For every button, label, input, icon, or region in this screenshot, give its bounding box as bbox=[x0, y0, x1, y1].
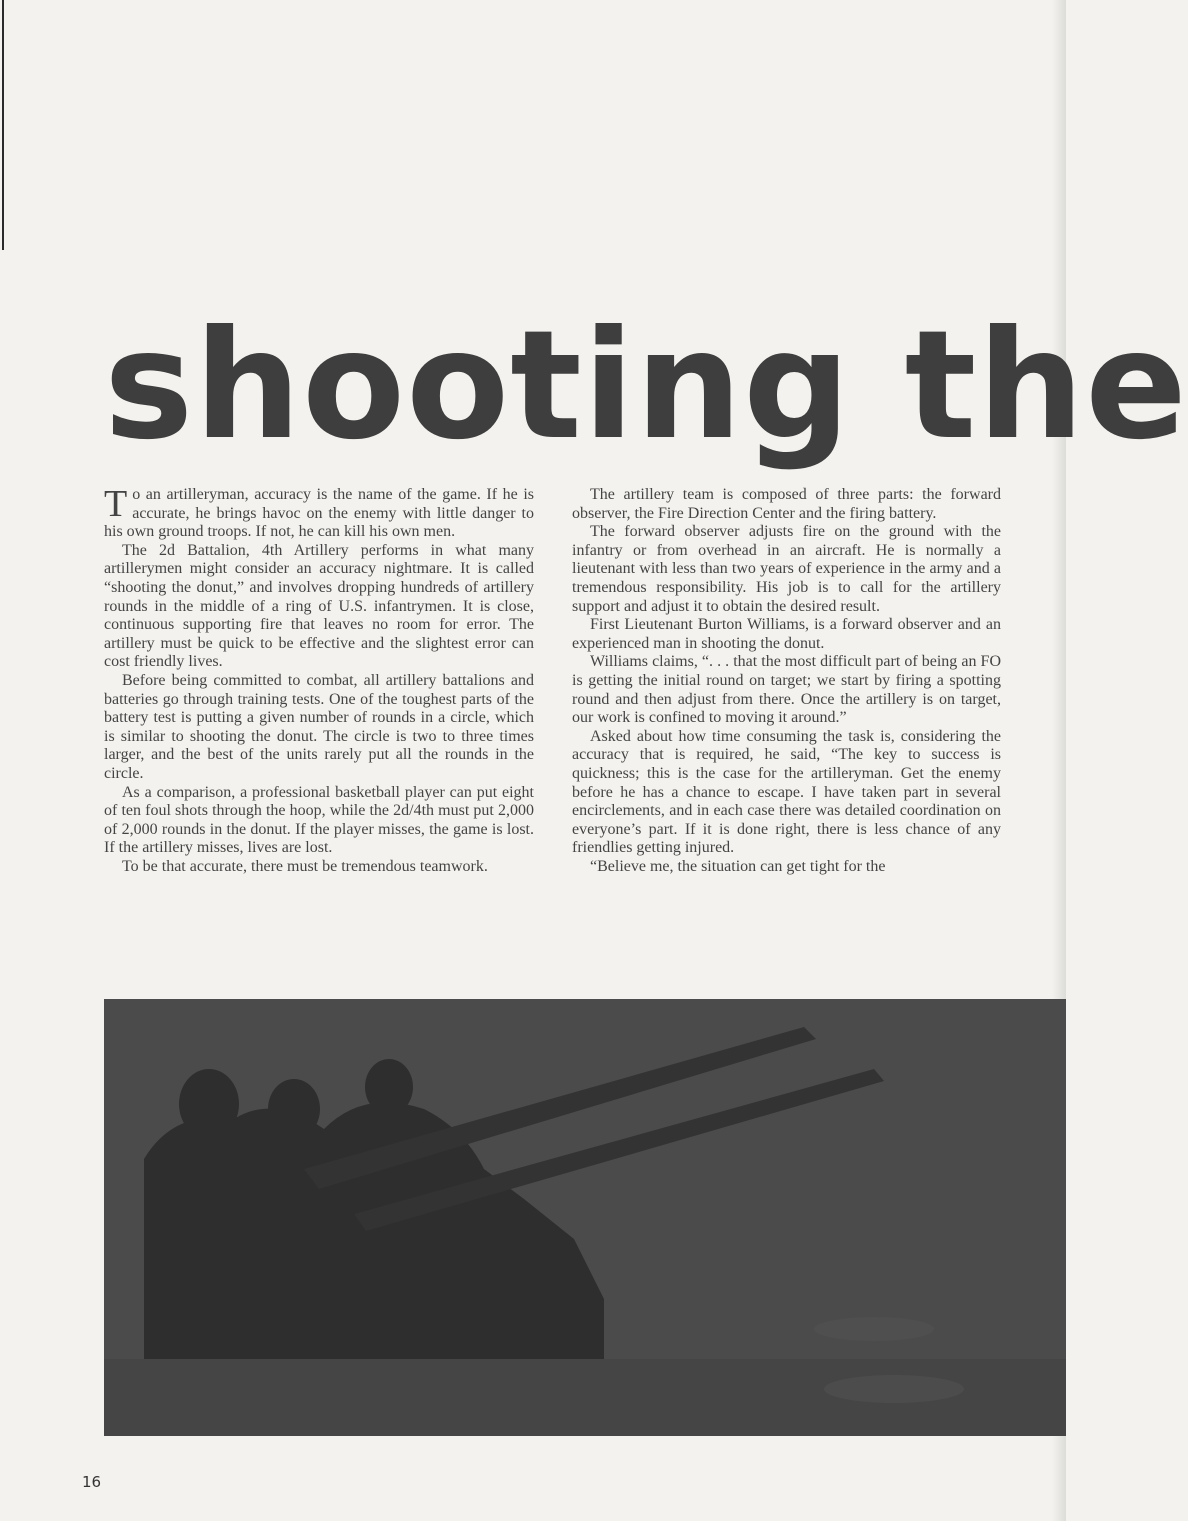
article-headline: shooting the bbox=[104, 299, 1188, 473]
body-paragraph: “Believe me, the situation can get tight for the bbox=[590, 857, 886, 875]
right-column bbox=[572, 486, 1001, 876]
body-paragraph: As a comparison, a professional basketball player can put eight of ten foul shots through the hoop, while the 2d/4th must put 2,000 of 2,000 rounds in the donut. If the player misses, the game is lost. If the artillery misses, lives are lost. bbox=[104, 783, 534, 857]
lead-paragraph bbox=[104, 483, 534, 542]
body-paragraph: The artillery team is composed of three parts: the forward observer, the Fire Direction Center and the firing battery. bbox=[572, 486, 1001, 522]
body-paragraph: The forward observer adjusts fire on the ground with the infantry or from overhead in an aircraft. He is normally a lieutenant with less than two years of experience in the army and a tremendous responsibility. His job is to call for the artillery support and adjust it to obtain the desired result. bbox=[572, 523, 1001, 615]
body-paragraph: To be that accurate, there must be tremendous teamwork. bbox=[122, 857, 488, 875]
drop-cap: T bbox=[104, 483, 128, 525]
scan-edge-mark bbox=[2, 0, 4, 250]
body-paragraph: Asked about how time consuming the task is, considering the accuracy that is required, he said, “The key to success is quickness; this is the case for the artilleryman. Get the enemy before he has a chance to escape. I have taken part in several encirclements, and in each case there was detailed coordination on everyone’s part. If it is done right, there is less chance of any friendlies getting injured. bbox=[572, 727, 1001, 857]
artillery-photo bbox=[104, 999, 1066, 1436]
body-paragraph: Williams claims, “. . . that the most difficult part of being an FO is getting the initial round on target; we start by firing a spotting round and then adjust from there. Once the artillery is on target, our work is confined to moving it around.” bbox=[572, 653, 1001, 727]
lead-paragraph-text: o an artilleryman, accuracy is the name of the game. If he is accurate, he brings havoc on the enemy with little danger to his own ground troops. If not, he can kill his own men. bbox=[104, 486, 534, 541]
body-paragraph: Before being committed to combat, all artillery battalions and batteries go through training tests. One of the toughest parts of the battery test is putting a given number of rounds in a circle, which is similar to shooting the donut. The circle is two to three times larger, and the best of the units rarely put all the rounds in the circle. bbox=[104, 671, 534, 782]
left-column bbox=[104, 483, 534, 876]
body-paragraph: The 2d Battalion, 4th Artillery performs in what many artillerymen might consider an accuracy nightmare. It is called “shooting the donut,” and involves dropping hundreds of artillery rounds in the middle of a ring of U.S. infantrymen. It is close, continuous supporting fire that leaves no room for error. The artillery must be quick to be effective and the slightest error can cost friendly lives. bbox=[104, 541, 534, 671]
body-paragraph: First Lieutenant Burton Williams, is a forward observer and an experienced man in shooting the donut. bbox=[572, 616, 1001, 652]
page-number: 16 bbox=[82, 1473, 102, 1491]
artillery-silhouette bbox=[104, 999, 1066, 1436]
